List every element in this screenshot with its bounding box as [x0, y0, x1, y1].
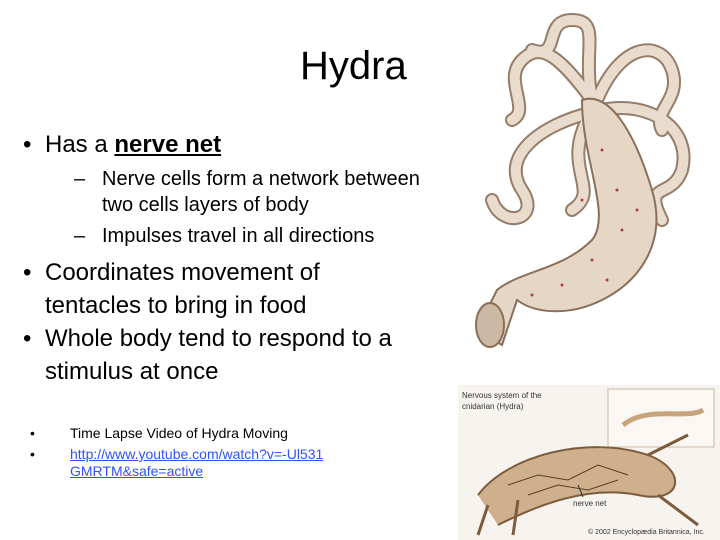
- small-bullet-video: [30, 425, 288, 442]
- figure-caption-subtitle: cnidarian (Hydra): [462, 402, 524, 411]
- bullet-dot: •: [30, 446, 35, 462]
- copyright-credit: © 2002 Encyclopædia Britannica, Inc.: [588, 529, 705, 536]
- dash: –: [74, 168, 86, 190]
- bullet-dot: •: [23, 131, 32, 158]
- small-bullet-link[interactable]: [30, 446, 330, 480]
- dash: –: [74, 225, 86, 247]
- sub-bullet-impulses: [74, 223, 375, 249]
- nerve-net-drawing: [458, 385, 720, 540]
- bullet-dot: •: [23, 325, 32, 352]
- bullet-dot: •: [30, 425, 35, 441]
- nerve-net-emphasis: nerve net: [114, 131, 222, 158]
- bullet-whole-body: [23, 322, 435, 388]
- hydra-illustration: [462, 0, 720, 360]
- bullet-text: Whole body tend to respond to a stimulus at once: [45, 325, 392, 385]
- sub-bullet-text: Nerve cells form a network between two cells layers of body: [102, 168, 420, 216]
- bullet-text: Has a: [45, 131, 115, 158]
- nervous-system-figure: [458, 385, 720, 540]
- sub-bullet-network: [74, 166, 452, 218]
- slide-title: Hydra: [300, 44, 407, 88]
- figure-caption-title: Nervous system of the: [462, 391, 542, 400]
- sub-bullet-text: Impulses travel in all directions: [102, 225, 375, 247]
- bullet-text: Coordinates movement of tentacles to bring in food: [45, 259, 320, 319]
- youtube-link[interactable]: http://www.youtube.com/watch?v=-Ul531GMRTM&safe=active: [70, 446, 324, 479]
- bullet-nerve-net: [23, 131, 222, 159]
- bullet-coordinates: [23, 256, 405, 322]
- hydra-drawing: [462, 0, 720, 360]
- bullet-dot: •: [23, 259, 32, 286]
- nerve-net-label: nerve net: [573, 499, 607, 508]
- small-text: Time Lapse Video of Hydra Moving: [70, 425, 288, 441]
